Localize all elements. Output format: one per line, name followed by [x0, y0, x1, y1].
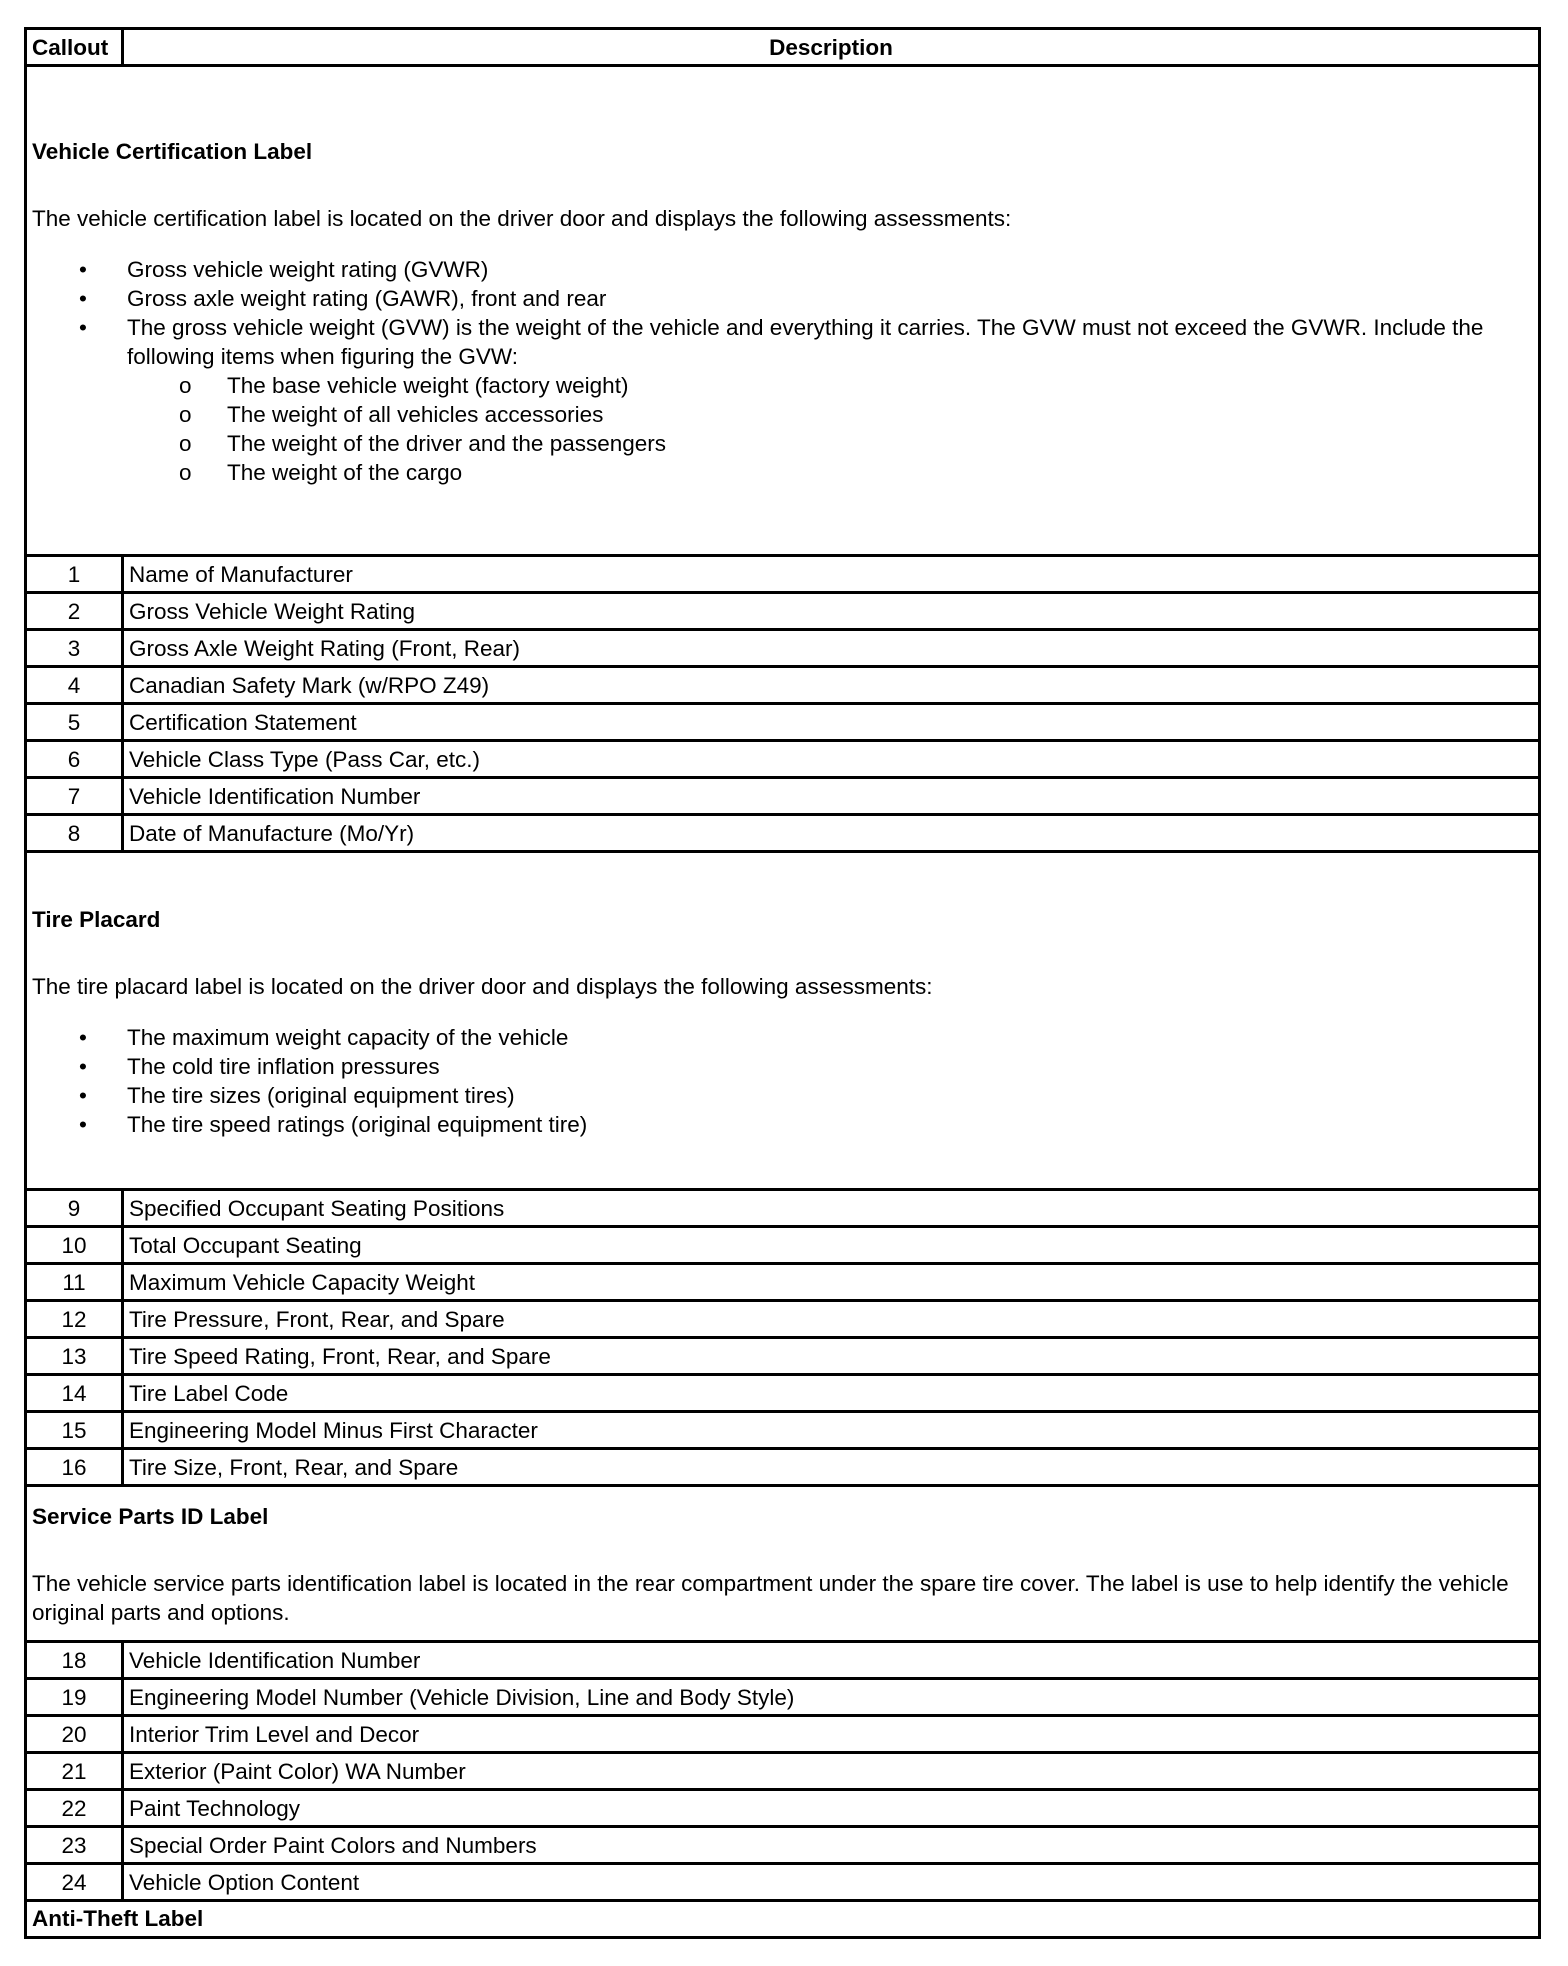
- bullet-list: [32, 1023, 1533, 1139]
- callout-description: Vehicle Identification Number: [123, 778, 1540, 815]
- callout-number: 14: [26, 1375, 123, 1412]
- callout-number: 21: [26, 1753, 123, 1790]
- table-row: [26, 1827, 1540, 1864]
- section-cell: [26, 66, 1540, 556]
- table-row: [26, 815, 1540, 852]
- table-row: [26, 1864, 1540, 1901]
- bullet-item: • Gross axle weight rating (GAWR), front and rear: [127, 284, 1533, 313]
- callout-description: Exterior (Paint Color) WA Number: [123, 1753, 1540, 1790]
- table-row: [26, 704, 1540, 741]
- section-service-parts-id-label: [26, 1486, 1540, 1642]
- section-tire-placard: [26, 852, 1540, 1190]
- section-cell: [26, 852, 1540, 1190]
- table-row: [26, 1264, 1540, 1301]
- section-title: Service Parts ID Label: [32, 1504, 269, 1529]
- callout-description: Paint Technology: [123, 1790, 1540, 1827]
- table-row: [26, 1338, 1540, 1375]
- table-row: [26, 1679, 1540, 1716]
- table-row: [26, 1301, 1540, 1338]
- bullet-item: • Gross vehicle weight rating (GVWR): [127, 255, 1533, 284]
- table-row: [26, 1753, 1540, 1790]
- callout-number: 8: [26, 815, 123, 852]
- section-cell: [26, 1486, 1540, 1642]
- callout-description: Special Order Paint Colors and Numbers: [123, 1827, 1540, 1864]
- bullet-item: • The cold tire inflation pressures: [127, 1052, 1533, 1081]
- table-row: [26, 667, 1540, 704]
- callout-number: 2: [26, 593, 123, 630]
- callout-number: 15: [26, 1412, 123, 1449]
- sub-bullet-item: o The base vehicle weight (factory weight): [227, 371, 1533, 400]
- callout-description: Engineering Model Minus First Character: [123, 1412, 1540, 1449]
- callout-number: 1: [26, 556, 123, 593]
- callout-number: 16: [26, 1449, 123, 1486]
- callout-number: 24: [26, 1864, 123, 1901]
- description-column-header: Description: [123, 29, 1540, 66]
- table-row: [26, 1449, 1540, 1486]
- callout-description: Tire Speed Rating, Front, Rear, and Spare: [123, 1338, 1540, 1375]
- callout-description: Canadian Safety Mark (w/RPO Z49): [123, 667, 1540, 704]
- table-row: [26, 1227, 1540, 1264]
- callout-description: Interior Trim Level and Decor: [123, 1716, 1540, 1753]
- callout-description: Engineering Model Number (Vehicle Division, Line and Body Style): [123, 1679, 1540, 1716]
- table-row: [26, 1375, 1540, 1412]
- sub-bullet-item: o The weight of the cargo: [227, 458, 1533, 487]
- callout-description: Total Occupant Seating: [123, 1227, 1540, 1264]
- callout-description: Maximum Vehicle Capacity Weight: [123, 1264, 1540, 1301]
- bullet-item: • The maximum weight capacity of the vehicle: [127, 1023, 1533, 1052]
- section-intro: The tire placard label is located on the driver door and displays the following assessments:: [32, 973, 933, 999]
- callout-description: Vehicle Identification Number: [123, 1642, 1540, 1679]
- table-row: [26, 741, 1540, 778]
- callout-number: 7: [26, 778, 123, 815]
- callout-description: Vehicle Option Content: [123, 1864, 1540, 1901]
- callout-description: Name of Manufacturer: [123, 556, 1540, 593]
- bullet-item: • The tire speed ratings (original equipment tire): [127, 1110, 1533, 1139]
- callout-column-header: Callout: [26, 29, 123, 66]
- callout-description: Gross Axle Weight Rating (Front, Rear): [123, 630, 1540, 667]
- table-row: [26, 1190, 1540, 1227]
- table-header-row: [26, 29, 1540, 66]
- bullet-text: The gross vehicle weight (GVW) is the weight of the vehicle and everything it carries. The GVW must not exceed the GVWR. Include the following items when figuring the GVW:: [127, 314, 1484, 369]
- callout-description: Date of Manufacture (Mo/Yr): [123, 815, 1540, 852]
- callout-description: Tire Label Code: [123, 1375, 1540, 1412]
- callout-number: 18: [26, 1642, 123, 1679]
- bullet-list: [32, 255, 1533, 487]
- callout-description: Tire Pressure, Front, Rear, and Spare: [123, 1301, 1540, 1338]
- callout-number: 9: [26, 1190, 123, 1227]
- section-title: Vehicle Certification Label: [32, 138, 313, 164]
- callout-description-table: [24, 27, 1541, 1939]
- section-intro: The vehicle service parts identification label is located in the rear compartment under the spare tire cover. The label is use to help identify the vehicle original parts and options.: [32, 1571, 1509, 1625]
- sub-bullet-list: [127, 371, 1533, 487]
- sub-bullet-item: o The weight of the driver and the passengers: [227, 429, 1533, 458]
- table-row: [26, 1790, 1540, 1827]
- callout-number: 5: [26, 704, 123, 741]
- section-intro: The vehicle certification label is located on the driver door and displays the following assessments:: [32, 205, 1012, 231]
- callout-number: 4: [26, 667, 123, 704]
- callout-number: 22: [26, 1790, 123, 1827]
- section-title: Tire Placard: [32, 906, 161, 932]
- table-row: [26, 778, 1540, 815]
- callout-description: Tire Size, Front, Rear, and Spare: [123, 1449, 1540, 1486]
- callout-description: Certification Statement: [123, 704, 1540, 741]
- table-row: [26, 556, 1540, 593]
- table-row: [26, 1412, 1540, 1449]
- sub-bullet-item: o The weight of all vehicles accessories: [227, 400, 1533, 429]
- section-cell: [26, 1901, 1540, 1938]
- callout-description: Vehicle Class Type (Pass Car, etc.): [123, 741, 1540, 778]
- callout-number: 13: [26, 1338, 123, 1375]
- callout-number: 10: [26, 1227, 123, 1264]
- section-title: Anti-Theft Label: [32, 1906, 204, 1931]
- section-anti-theft-label: [26, 1901, 1540, 1938]
- callout-number: 20: [26, 1716, 123, 1753]
- callout-description: Gross Vehicle Weight Rating: [123, 593, 1540, 630]
- callout-number: 3: [26, 630, 123, 667]
- callout-number: 19: [26, 1679, 123, 1716]
- callout-number: 11: [26, 1264, 123, 1301]
- table-row: [26, 593, 1540, 630]
- bullet-item: • The tire sizes (original equipment tires): [127, 1081, 1533, 1110]
- table-row: [26, 1642, 1540, 1679]
- callout-number: 12: [26, 1301, 123, 1338]
- callout-description: Specified Occupant Seating Positions: [123, 1190, 1540, 1227]
- table-row: [26, 630, 1540, 667]
- table-row: [26, 1716, 1540, 1753]
- bullet-item: [127, 313, 1533, 487]
- callout-number: 6: [26, 741, 123, 778]
- callout-number: 23: [26, 1827, 123, 1864]
- section-vehicle-certification-label: [26, 66, 1540, 556]
